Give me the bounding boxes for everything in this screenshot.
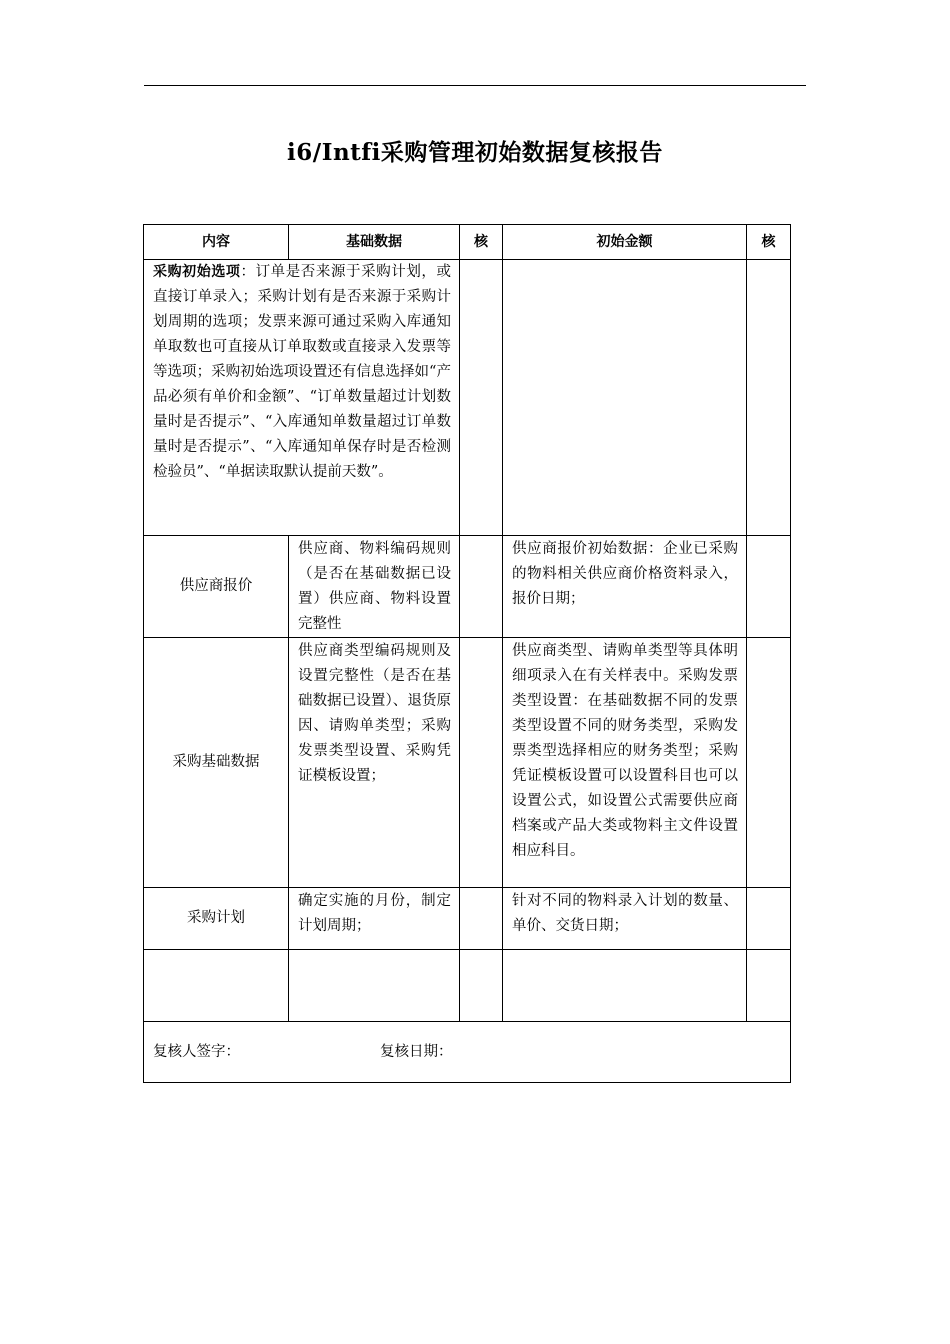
- review-date-label: 复核日期：: [380, 1043, 453, 1060]
- initial-amount-cell: [503, 536, 747, 638]
- initial-amount-cell: [503, 638, 747, 888]
- header-basic-data: 基础数据: [289, 225, 460, 260]
- check-amount-cell: [747, 888, 791, 950]
- table-row-empty: [144, 950, 791, 1022]
- empty-cell: [503, 950, 747, 1022]
- options-lead: 采购初始选项: [153, 264, 241, 280]
- table-row: [144, 536, 791, 638]
- row-label: 采购计划: [144, 888, 289, 950]
- check-basic-cell: [460, 888, 503, 950]
- page-title: i6/Intfi采购管理初始数据复核报告: [287, 139, 663, 166]
- table-header-row: [144, 225, 791, 260]
- check-basic-cell: [460, 536, 503, 638]
- table-row-options: [144, 260, 791, 536]
- table-footer-row: [144, 1022, 791, 1083]
- header-check-basic: 核: [460, 225, 503, 260]
- empty-cell: [460, 950, 503, 1022]
- basic-data-cell: [289, 638, 460, 888]
- basic-data-text: 确定实施的月份，制定计划周期；: [298, 893, 451, 934]
- basic-data-text: 供应商类型编码规则及设置完整性（是否在基础数据已设置）、退货原因、请购单类型；采购发票类型设置、采购凭证模板设置；: [298, 643, 451, 784]
- header-check-amount: 核: [747, 225, 791, 260]
- table-row: [144, 638, 791, 888]
- header-content: 内容: [144, 225, 289, 260]
- check-basic-cell: [460, 260, 503, 536]
- empty-cell: [747, 950, 791, 1022]
- signature-cell: [144, 1022, 791, 1083]
- options-text: ：订单是否来源于采购计划，或直接订单录入；采购计划有是否来源于采购计划周期的选项；发票来源可通过采购入库通知单取数也可直接从订单取数或直接录入发票等等选项；采购初始选项设置还有信息选择如“产品必须有单价和金额”、“订单数量超过计划数量时是否提示”、“入库通知单数量超过订单数量时是否提示”、“入库通知单保存时是否检测检验员”、“单据读取默认提前天数”。: [153, 264, 452, 480]
- row-label: 供应商报价: [144, 536, 289, 638]
- header-rule: [144, 85, 806, 86]
- initial-amount-text: 供应商类型、请购单类型等具体明细项录入在有关样表中。采购发票类型设置：在基础数据不同的发票类型设置不同的财务类型，采购发票类型选择相应的财务类型；采购凭证模板设置可以设置科目也可以设置公式，如设置公式需要供应商档案或产品大类或物料主文件设置相应科目。: [512, 643, 738, 859]
- check-amount-cell: [747, 260, 791, 536]
- check-amount-cell: [747, 638, 791, 888]
- table-row: [144, 888, 791, 950]
- initial-amount-text: 针对不同的物料录入计划的数量、单价、交货日期；: [512, 893, 738, 934]
- check-basic-cell: [460, 638, 503, 888]
- empty-cell: [289, 950, 460, 1022]
- initial-amount-text: 供应商报价初始数据：企业已采购的物料相关供应商价格资料录入，报价日期；: [512, 541, 738, 607]
- options-cell: [144, 260, 460, 536]
- row-label: 采购基础数据: [144, 638, 289, 888]
- initial-amount-cell: [503, 260, 747, 536]
- reviewer-signature-label: 复核人签字：: [153, 1043, 240, 1060]
- basic-data-cell: [289, 888, 460, 950]
- basic-data-text: 供应商、物料编码规则（是否在基础数据已设置）供应商、物料设置完整性: [298, 541, 451, 632]
- initial-amount-cell: [503, 888, 747, 950]
- review-table: [143, 224, 791, 1083]
- header-initial-amount: 初始金额: [503, 225, 747, 260]
- empty-cell: [144, 950, 289, 1022]
- basic-data-cell: [289, 536, 460, 638]
- check-amount-cell: [747, 536, 791, 638]
